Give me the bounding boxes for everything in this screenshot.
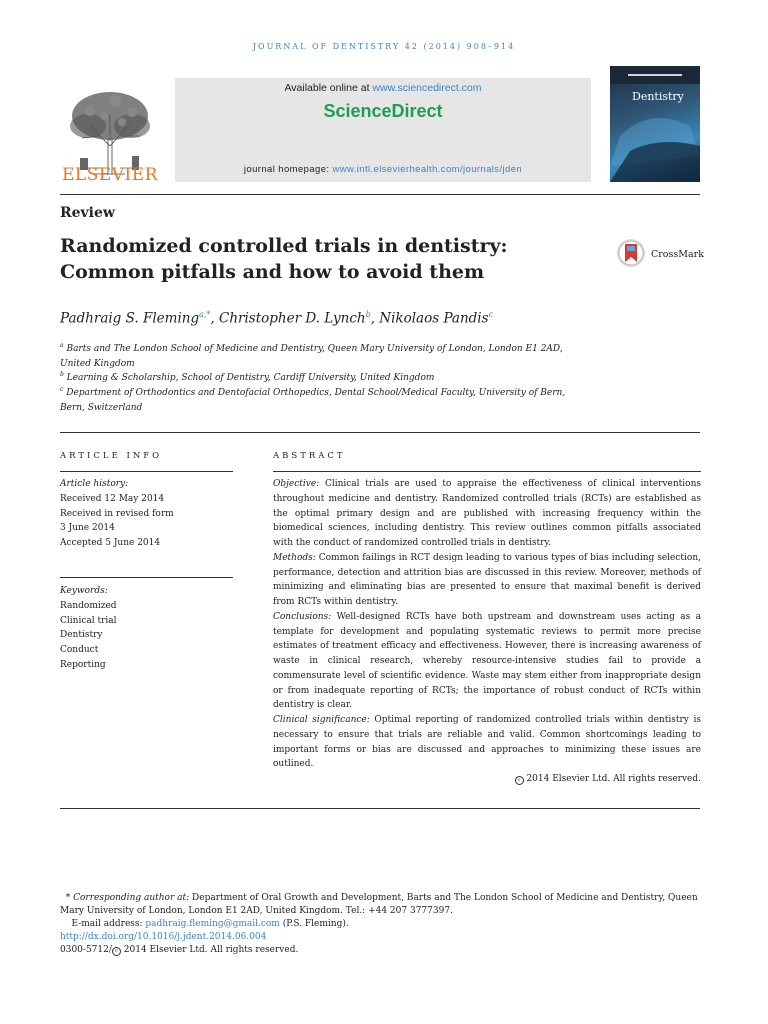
keyword: Reporting: [60, 659, 106, 670]
crossmark-icon[interactable]: [616, 238, 646, 268]
abstract-bottom-rule: [60, 808, 700, 809]
abstract-section: [273, 477, 701, 551]
abstract-rule: [273, 471, 701, 472]
author-affil-sup[interactable]: a,*: [199, 310, 211, 319]
doi-line: [60, 931, 702, 944]
author-sep: ,: [210, 310, 219, 327]
abstract-section-text: Optimal reporting of randomized controlled trials within dentistry is necessary to ensure that trials are reliable and valid. Common shortcomings leading to important forms or bias are discussed and approaches to minimizing these issues are outlined.: [273, 715, 701, 770]
header-rule: [60, 194, 700, 195]
author-affil-sup[interactable]: c: [488, 310, 494, 319]
issn-line: [60, 944, 702, 957]
copyright-icon: c: [515, 776, 524, 785]
copyright-icon: c: [112, 947, 121, 956]
abstract-section: [273, 610, 701, 713]
email-link[interactable]: padhraig.fleming@gmail.com: [145, 919, 280, 929]
corresponding-footnote: * Corresponding author at: Department of Oral Growth and Development, Barts and The London School of Medicine and Dentistry, Queen Mary University of London, London E1 2AD, United Kingdom. Tel.: +44 207 3777397.: [60, 893, 698, 916]
affiliation-sup: c: [60, 386, 64, 393]
author-name[interactable]: Christopher D. Lynch: [219, 310, 366, 327]
author-sep: ,: [370, 310, 380, 327]
article-history: [60, 477, 240, 551]
copyright-text: 2014 Elsevier Ltd. All rights reserved.: [526, 774, 701, 784]
affiliation-sup: b: [60, 371, 64, 378]
affiliation-line: Learning & Scholarship, School of Dentistry, Cardiff University, United Kingdom: [66, 373, 435, 383]
cover-art: [610, 66, 700, 182]
affiliation: [60, 382, 580, 416]
history-label: Article history:: [60, 479, 129, 489]
keyword: Conduct: [60, 645, 99, 656]
crossmark-label[interactable]: CrossMark: [651, 249, 704, 260]
author-name[interactable]: Padhraig S. Fleming: [60, 310, 200, 327]
sciencedirect-logo[interactable]: ScienceDirect: [323, 101, 443, 121]
abstract-section-text: Clinical trials are used to appraise the effectiveness of clinical interventions throughout medicine and dentistry. Randomized controlled trials (RCTs) are established as the optimal primary design and are published with increasing frequency within the biomedical sciences, including dentistry. This review outlines common pitfalls associated with the conduct of randomized controlled trials in dentistry.: [273, 479, 701, 548]
issn-prefix: 0300-5712/: [60, 945, 112, 955]
cover-title: Dentistry: [632, 90, 684, 103]
article-type: Review: [60, 205, 115, 221]
available-prefix: Available online at: [284, 82, 373, 94]
keywords: [60, 584, 240, 673]
history-item: Received 12 May 2014: [60, 493, 165, 504]
affiliation-line: Department of Orthodontics and Dentofacial Orthopedics, Dental School/Medical Faculty, University of Bern,: [66, 388, 566, 398]
doi-link[interactable]: http://dx.doi.org/10.1016/j.jdent.2014.06.004: [60, 932, 267, 942]
author-affil-sup[interactable]: b: [365, 310, 371, 319]
abstract-section-label: Methods:: [273, 552, 316, 563]
abstract-copyright: [273, 774, 701, 785]
abstract-section: [273, 551, 701, 610]
abstract-body: [273, 477, 701, 772]
available-online: [175, 82, 591, 94]
author-name[interactable]: Nikolaos Pandis: [379, 310, 489, 327]
email-label: E-mail address:: [71, 919, 143, 929]
affiliation-line: Barts and The London School of Medicine and Dentistry, Queen Mary University of London, London E1 2AD,: [66, 344, 563, 354]
issn-suffix: 2014 Elsevier Ltd. All rights reserved.: [123, 945, 299, 955]
sciencedirect-link[interactable]: www.sciencedirect.com: [372, 82, 482, 94]
journal-homepage-link[interactable]: www.intl.elsevierhealth.com/journals/jden: [332, 164, 523, 175]
author-list: [60, 310, 493, 327]
email-owner: (P.S. Fleming).: [282, 919, 349, 929]
article-info-heading: ARTICLE INFO: [60, 451, 163, 461]
history-item: 3 June 2014: [60, 523, 115, 534]
keywords-rule: [60, 577, 233, 578]
running-head: JOURNAL OF DENTISTRY 42 (2014) 908–914: [252, 42, 516, 51]
abstract-section: [273, 713, 701, 772]
journal-cover[interactable]: [610, 66, 700, 182]
abstract-section-label: Objective:: [273, 479, 320, 489]
keyword: Randomized: [60, 600, 117, 611]
history-item: Received in revised form: [60, 508, 174, 519]
affiliation-line: Bern, Switzerland: [60, 403, 143, 413]
keyword: Clinical trial: [60, 615, 117, 626]
elsevier-logo-text: ELSEVIER: [62, 165, 158, 185]
journal-homepage: [175, 164, 591, 175]
affiliation-sup: a: [60, 342, 64, 349]
article-info-rule: [60, 471, 233, 472]
corresponding-label: Corresponding author at:: [73, 893, 190, 903]
email-footnote: [60, 918, 702, 931]
homepage-prefix: journal homepage:: [243, 164, 333, 175]
affiliation-line: United Kingdom: [60, 359, 135, 369]
article-title: Randomized controlled trials in dentistry: Common pitfalls and how to avoid them: [60, 235, 508, 283]
abstract-section-text: Well-designed RCTs have both upstream and downstream uses acting as a template for development and populating systematic reviews to permit more precise estimates of treatment efficacy and effectiveness. However, there is increasing awareness of waste in clinical research, whereby resource-intensive studies fail to provide a commensurate level of scientific evidence. Waste may stem either from inappropriate design or from inadequate reporting of RCTs; the importance of robust conduct of RCTs within dentistry is clear.: [273, 611, 701, 711]
abstract-section-label: Conclusions:: [273, 611, 332, 622]
corresponding-text: Department of Oral Growth and Development, Barts and The London School of Medicine and Dentistry, Queen Mary University of London, London E1 2AD, United Kingdom. Tel.: +44 207 3777397.: [60, 893, 698, 916]
abstract-heading: ABSTRACT: [273, 451, 346, 461]
abstract-section-text: Common failings in RCT design leading to various types of bias including selection, performance, detection and attrition bias are discussed in this review. Moreover, methods of minimizing and eliminating bias are presented to ensure that maximal benefit is derived from RCTs within dentistry.: [273, 552, 701, 607]
keyword: Dentistry: [60, 630, 103, 641]
section-rule: [60, 432, 700, 433]
keywords-label: Keywords:: [60, 586, 108, 596]
history-item: Accepted 5 June 2014: [60, 538, 161, 549]
abstract-section-label: Clinical significance:: [273, 715, 370, 725]
